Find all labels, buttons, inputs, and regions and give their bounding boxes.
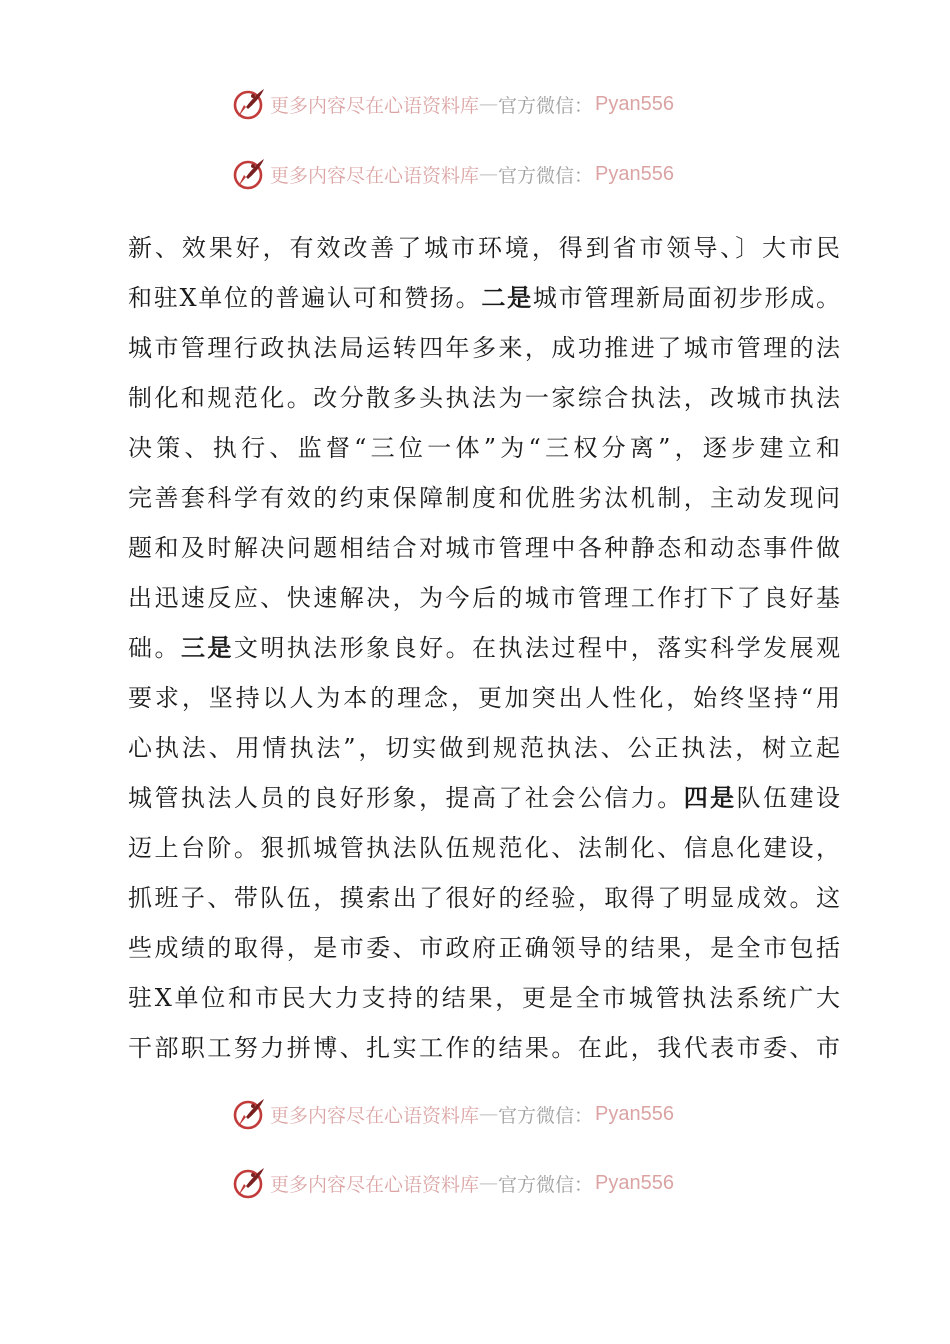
paragraph-line: [128, 776, 840, 826]
watermark-brand-text: 更多内容尽在心语资料库: [270, 164, 480, 187]
paragraph-line: [128, 276, 840, 326]
paragraph-line: [128, 976, 840, 1026]
quill-logo-icon: [232, 1166, 266, 1200]
watermark-account: Pyan556: [595, 1102, 674, 1125]
text-segment: 决策、执行、监督“三位一体”为“三权分离”，逐步建立和: [128, 434, 840, 462]
bold-keyword: 四是: [683, 783, 737, 812]
quill-logo-icon: [232, 1097, 266, 1131]
watermark-bottom-1: [232, 1096, 674, 1132]
watermark-brand-text: 更多内容尽在心语资料库: [270, 1173, 480, 1196]
watermark-bottom-2: [232, 1165, 674, 1201]
watermark-dash: —: [479, 1172, 499, 1194]
paragraph-line: [128, 726, 840, 776]
text-segment: 础。: [128, 634, 181, 662]
paragraph-line: [128, 226, 840, 276]
watermark-top-1: [232, 86, 674, 122]
text-segment: 迈上台阶。狠抓城管执法队伍规范化、法制化、信息化建设，: [128, 834, 840, 862]
watermark-brand-text: 更多内容尽在心语资料库: [270, 94, 480, 117]
text-segment: 题和及时解决问题相结合对城市管理中各种静态和动态事件做: [128, 534, 840, 562]
text-segment: 干部职工努力拼博、扎实工作的结果。在此，我代表市委、市: [128, 1034, 840, 1062]
text-segment: 队伍建设: [736, 784, 840, 812]
text-segment: 完善套科学有效的约束保障制度和优胜劣汰机制，主动发现问: [128, 484, 840, 512]
paragraph-line: [128, 826, 840, 876]
watermark-brand-text: 更多内容尽在心语资料库: [270, 1104, 480, 1127]
text-segment: 制化和规范化。改分散多头执法为一家综合执法，改城市执法: [128, 384, 840, 412]
text-segment: 驻X单位和市民大力支持的结果，更是全市城管执法系统广大: [128, 984, 840, 1012]
paragraph-line: [128, 576, 840, 626]
watermark-dash: —: [479, 1103, 499, 1125]
text-segment: 城市管理行政执法局运转四年多来，成功推进了城市管理的法: [128, 334, 840, 362]
text-segment: 抓班子、带队伍，摸索出了很好的经验，取得了明显成效。这: [128, 884, 840, 912]
text-segment: 新、效果好，有效改善了城市环境，得到省市领导、〕大市民: [128, 234, 840, 262]
text-segment: 出迅速反应、快速解决，为今后的城市管理工作打下了良好基: [128, 584, 840, 612]
paragraph-line: [128, 526, 840, 576]
watermark-dash: —: [479, 163, 499, 185]
paragraph-line: [128, 476, 840, 526]
paragraph-line: [128, 876, 840, 926]
text-segment: 些成绩的取得，是市委、市政府正确领导的结果，是全市包括: [128, 934, 840, 962]
quill-logo-icon: [232, 87, 266, 121]
watermark-label: 官方微信：: [498, 1173, 594, 1196]
watermark-label: 官方微信：: [498, 164, 594, 187]
watermark-label: 官方微信：: [498, 1104, 594, 1127]
paragraph-line: [128, 376, 840, 426]
bold-keyword: 三是: [180, 633, 234, 662]
quill-logo-icon: [232, 157, 266, 191]
bold-keyword: 二是: [481, 283, 533, 312]
paragraph-line: [128, 426, 840, 476]
paragraph-line: [128, 326, 840, 376]
paragraph-line: [128, 1026, 840, 1076]
text-segment: 文明执法形象良好。在执法过程中，落实科学发展观: [233, 634, 840, 662]
watermark-top-2: [232, 156, 674, 192]
watermark-label: 官方微信：: [498, 94, 594, 117]
paragraph-line: [128, 626, 840, 676]
watermark-dash: —: [479, 93, 499, 115]
watermark-account: Pyan556: [595, 1171, 674, 1194]
paragraph-line: [128, 676, 840, 726]
watermark-account: Pyan556: [595, 162, 674, 185]
text-segment: 心执法、用情执法”，切实做到规范执法、公正执法，树立起: [128, 734, 840, 762]
text-segment: 城管执法人员的良好形象，提高了社会公信力。: [128, 784, 684, 812]
watermark-account: Pyan556: [595, 92, 674, 115]
document-body: [128, 226, 840, 1076]
paragraph-line: [128, 926, 840, 976]
text-segment: 要求，坚持以人为本的理念，更加突出人性化，始终坚持“用: [128, 684, 840, 712]
text-segment: 和驻X单位的普遍认可和赞扬。: [128, 284, 482, 312]
text-segment: 城市管理新局面初步形成。: [532, 284, 840, 312]
